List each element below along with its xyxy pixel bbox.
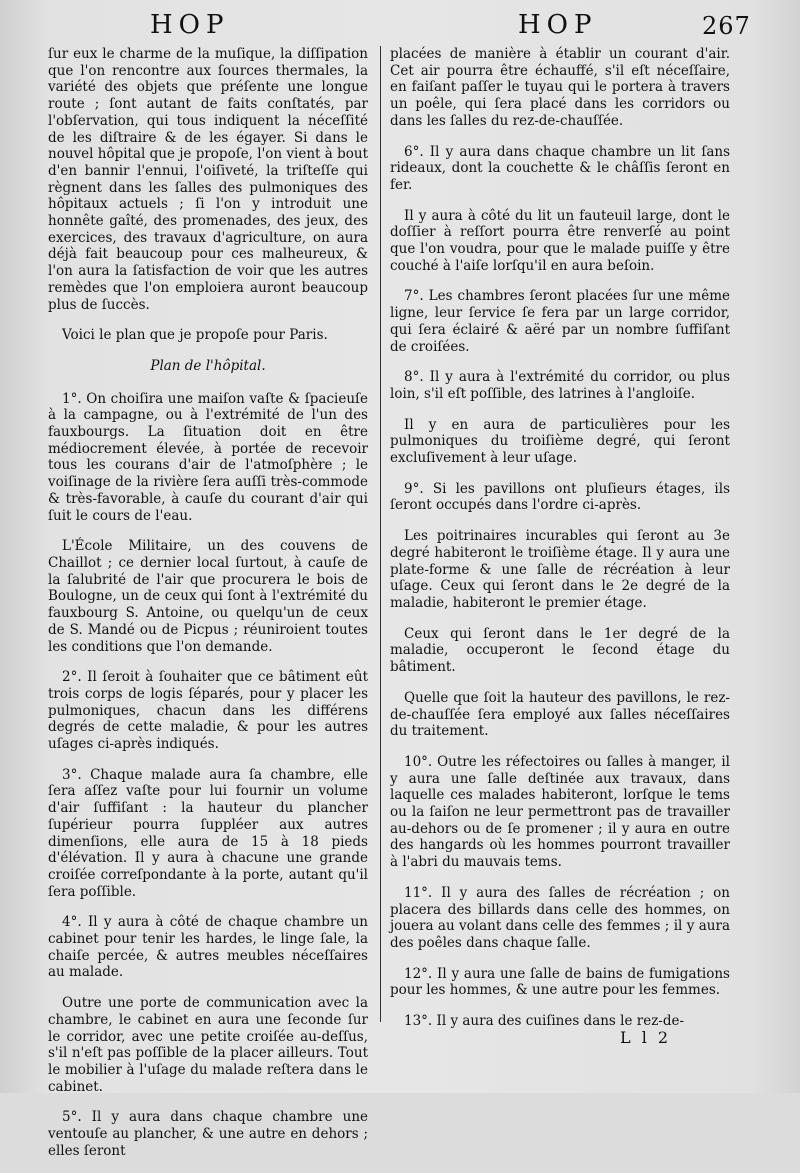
paragraph: 2°. Il ſeroit à ſouhaiter que ce bâtiment eût trois corps de logis ſéparés, pour y placer les pulmoniques, chacun dans les différens degrés de cette maladie, & pour les autres uſages ci-après indiqués. [48, 669, 368, 753]
page-number: 267 [702, 12, 751, 40]
header-right-title: HOP [518, 10, 598, 40]
column-divider [380, 46, 381, 1022]
header-left-title: HOP [150, 10, 230, 40]
paragraph: 10°. Outre les réfectoires ou ſalles à manger, il y aura une ſalle deſtinée aux travaux, dans laquelle ces malades habiteront, lorſque le tems ou la ſaiſon ne leur permettront pas de travailler au-dehors ou de ſe promener ; il y aura en outre des hangards où les hommes pourront travailler à l'abri du mauvais tems. [390, 753, 730, 871]
paragraph: Outre une porte de communication avec la chambre, le cabinet en aura une ſeconde ſur le corridor, avec une petite croiſée au-deſſus, s'il n'eſt pas poſſible de la placer ailleurs. Tout le mobilier à l'uſage du malade reſtera dans le cabinet. [48, 995, 368, 1095]
paragraph: 12°. Il y aura une ſalle de bains de fumigations pour les hommes, & une autre pour les femmes. [390, 965, 730, 999]
signature-mark: L l 2 [620, 1028, 672, 1047]
paragraph: Quelle que ſoit la hauteur des pavillons, le rez-de-chauſſée ſera employé aux ſalles néceſſaires du traitement. [390, 689, 730, 740]
paragraph: 4°. Il y aura à côté de chaque chambre un cabinet pour tenir les hardes, le linge ſale, la chaiſe percée, & autres meubles néceſſaires au malade. [48, 914, 368, 981]
running-header [0, 6, 800, 42]
paragraph: 7°. Les chambres ſeront placées ſur une même ligne, leur ſervice ſe fera par un large corridor, qui ſera éclairé & aëré par un nombre ſuffiſant de croiſées. [390, 288, 730, 355]
paragraph: 11°. Il y aura des ſalles de récréation ; on placera des billards dans celle des hommes, on jouera au volant dans celle des femmes ; il y aura des poêles dans chaque ſalle. [390, 884, 730, 951]
paragraph: Il y en aura de particulières pour les pulmoniques du troiſième degré, qui ſeront excluſivement à leur uſage. [390, 416, 730, 467]
paragraph: 8°. Il y aura à l'extrémité du corridor, ou plus loin, s'il eſt poſſible, des latrines à l'angloiſe. [390, 369, 730, 402]
paragraph: 3°. Chaque malade aura ſa chambre, elle ſera aſſez vaſte pour lui fournir un volume d'air ſuffiſant : la hauteur du plancher ſupérieur pourra ſuppléer aux autres dimenſions, elle aura de 15 à 18 pieds d'élévation. Il y aura à chacune une grande croiſée correſpondante à la porte, autant qu'il ſera poſſible. [48, 766, 368, 900]
paragraph: 5°. Il y aura dans chaque chambre une ventouſe au plancher, & une autre en dehors ; elles ſeront [48, 1109, 368, 1159]
paragraph: ſur eux le charme de la muſique, la diſſipation que l'on rencontre aux ſources thermales, la variété des objets que préſente une longue route ; ſont autant de faits conſtatés, par l'obſervation, qui tous indiquent la néceſſité de les diſtraire & de les égayer. Si dans le nouvel hôpital que je propoſe, l'on vient à bout d'en bannir l'ennui, l'oiſiveté, la triſteſſe qui règnent dans les ſalles des pulmoniques des hôpitaux actuels ; ſi l'on y introduit une honnête gaîté, des promenades, des jeux, des exercices, des travaux d'agriculture, on aura déjà fait beaucoup pour ces malheureux, & l'on aura la ſatisfaction de voir que les autres remèdes que l'on emploiera auront beaucoup plus de ſuccès. [48, 46, 368, 313]
paragraph: 6°. Il y aura dans chaque chambre un lit ſans rideaux, dont la couchette & le châſſis ſeront en fer. [390, 143, 730, 193]
section-subtitle: Plan de l'hôpital. [150, 357, 266, 374]
paragraph: L'École Militaire, un des couvens de Chaillot ; ce dernier local ſurtout, à cauſe de la ſalubrité de l'air que procurera le bois de Boulogne, un de ceux qui ſont à l'extrémité du fauxbourg S. Antoine, ou quelqu'un de ceux de S. Mandé ou de Picpus ; réuniroient toutes les conditions que l'on demande. [48, 538, 368, 655]
paragraph: Voici le plan que je propoſe pour Paris. [62, 327, 328, 344]
paragraph: Ceux qui ſeront dans le 1er degré de la maladie, occuperont le ſecond étage du bâtiment. [390, 625, 730, 676]
right-column [390, 46, 730, 1044]
left-column [48, 46, 368, 1173]
paragraph: 13°. Il y aura des cuiſines dans le rez-de- [404, 1013, 685, 1030]
paragraph: 1°. On choiſira une maiſon vaſte & ſpacieuſe à la campagne, ou à l'extrémité de l'un des fauxbourgs. La ſituation doit en être médiocrement élevée, à portée de recevoir tous les courans d'air de l'atmoſphère ; le voiſinage de la rivière ſera auſſi très-commode & très-favorable, à cauſe du courant d'air qui ſuit le cours de l'eau. [48, 390, 368, 524]
paragraph: placées de manière à établir un courant d'air. Cet air pourra être échauffé, s'il eſt néceſſaire, en faiſant paſſer le tuyau qui le portera à travers un poêle, qui ſera placé dans les corridors ou dans les ſalles du rez-de-chauſſée. [390, 46, 730, 129]
paragraph: Les poitrinaires incurables qui ſeront au 3e degré habiteront le troiſième étage. Il y aura une plate-forme & une ſalle de récréation à leur uſage. Ceux qui ſeront dans le 2e degré de la maladie, habiteront le premier étage. [390, 528, 730, 611]
paragraph: 9°. Si les pavillons ont pluſieurs étages, ils ſeront occupés dans l'ordre ci-après. [390, 480, 730, 514]
paragraph: Il y aura à côté du lit un fauteuil large, dont le doſſier à reſſort pourra être renverſé au point que l'on voudra, pour que le malade puiſſe y être couché à l'aiſe lorſqu'il en aura beſoin. [390, 207, 730, 274]
